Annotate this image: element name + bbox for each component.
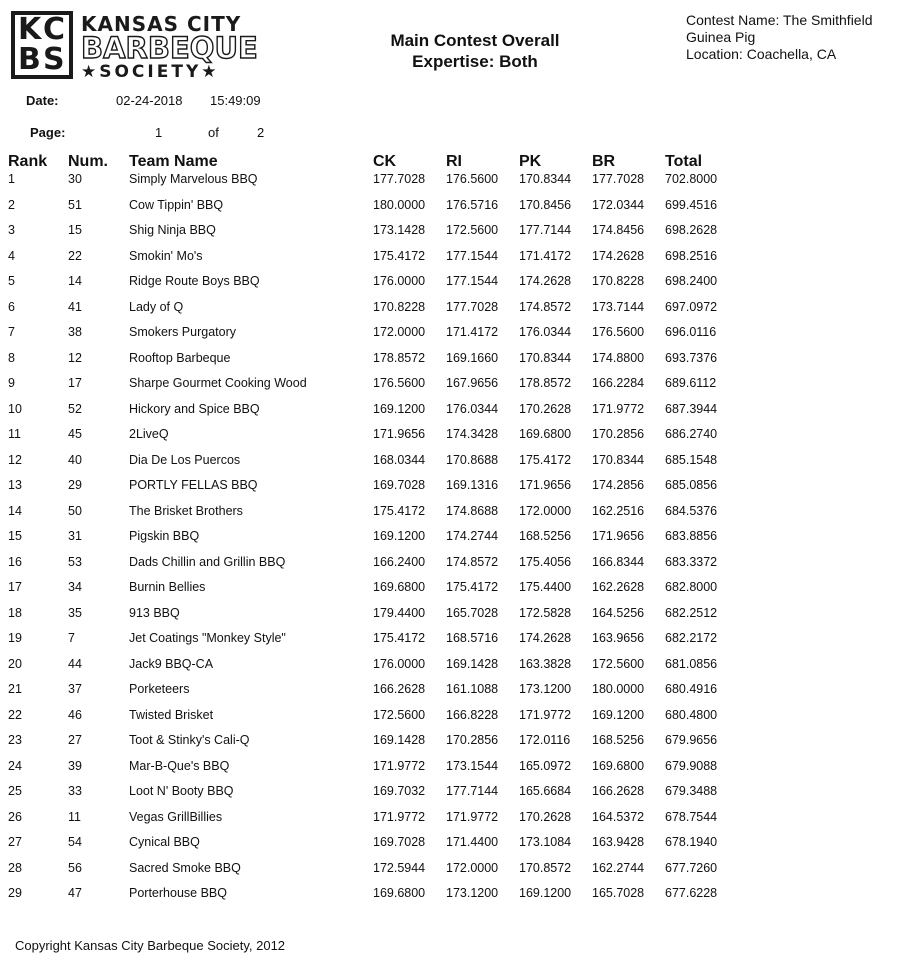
rank-cell: 24 xyxy=(8,758,22,773)
total-score-cell: 684.5376 xyxy=(665,503,718,518)
team-name-cell: PORTLY FELLAS BBQ xyxy=(129,478,258,492)
total-score-cell: 687.3944 xyxy=(665,401,718,416)
team-name-cell: Smokin' Mo's xyxy=(129,248,203,263)
ri-score-cell: 177.1544 xyxy=(446,248,499,263)
pk-score-cell: 169.1200 xyxy=(519,886,572,900)
team-name-cell: Lady of Q xyxy=(129,299,184,314)
team-name-cell: Pigskin BBQ xyxy=(129,529,200,543)
rank-cell: 13 xyxy=(8,478,22,492)
ck-score-cell: 175.4172 xyxy=(373,503,426,518)
br-score-cell: 164.5372 xyxy=(592,809,645,824)
total-score-cell: 679.3488 xyxy=(665,784,718,798)
contest-info xyxy=(686,12,873,63)
team-name-cell: The Brisket Brothers xyxy=(129,503,243,518)
pk-score-cell: 172.5828 xyxy=(519,605,572,620)
team-name-cell: Toot & Stinky's Cali-Q xyxy=(129,733,250,747)
ck-score-cell: 169.7028 xyxy=(373,478,426,492)
page-label: Page: xyxy=(30,125,66,140)
pk-score-cell: 175.4400 xyxy=(519,580,572,594)
table-row xyxy=(8,453,745,479)
rank-cell: 11 xyxy=(8,427,21,441)
pk-score-cell: 163.3828 xyxy=(519,656,572,671)
team-num-cell: 11 xyxy=(68,809,81,824)
table-row xyxy=(8,274,745,300)
rank-cell: 17 xyxy=(8,580,22,594)
total-score-cell: 693.7376 xyxy=(665,350,718,365)
ck-score-cell: 180.0000 xyxy=(373,197,426,212)
table-row xyxy=(8,402,745,428)
br-score-cell: 169.6800 xyxy=(592,758,645,773)
ri-score-cell: 174.2744 xyxy=(446,529,499,543)
ri-score-cell: 173.1544 xyxy=(446,758,499,773)
ck-score-cell: 170.8228 xyxy=(373,299,426,314)
kcbs-badge xyxy=(11,11,73,79)
ri-score-cell: 172.0000 xyxy=(446,860,499,875)
date-value: 02-24-2018 xyxy=(116,93,183,108)
total-score-cell: 679.9656 xyxy=(665,733,718,747)
br-score-cell: 168.5256 xyxy=(592,733,645,747)
team-num-cell: 40 xyxy=(68,452,82,467)
ri-score-cell: 171.4172 xyxy=(446,325,499,339)
ck-score-cell: 166.2400 xyxy=(373,554,426,569)
total-score-cell: 678.7544 xyxy=(665,809,718,824)
br-score-cell: 177.7028 xyxy=(592,172,645,186)
table-row xyxy=(8,478,745,504)
team-name-cell: Shig Ninja BBQ xyxy=(129,223,216,237)
team-num-cell: 37 xyxy=(68,682,82,696)
total-score-cell: 685.0856 xyxy=(665,478,718,492)
ck-score-cell: 179.4400 xyxy=(373,605,426,620)
ck-score-cell: 171.9656 xyxy=(373,427,426,441)
br-score-cell: 162.2516 xyxy=(592,503,645,518)
br-score-cell: 169.1200 xyxy=(592,707,645,722)
table-row xyxy=(8,682,745,708)
br-score-cell: 173.7144 xyxy=(592,299,645,314)
total-score-cell: 682.8000 xyxy=(665,580,718,594)
total-score-cell: 685.1548 xyxy=(665,452,718,467)
team-num-cell: 52 xyxy=(68,401,82,416)
total-score-cell: 678.1940 xyxy=(665,835,718,849)
pk-score-cell: 169.6800 xyxy=(519,427,572,441)
pk-score-cell: 170.8344 xyxy=(519,350,572,365)
br-score-cell: 165.7028 xyxy=(592,886,645,900)
team-num-cell: 17 xyxy=(68,376,82,390)
report-title xyxy=(360,30,590,72)
rank-cell: 2 xyxy=(8,197,15,212)
team-name-cell: Twisted Brisket xyxy=(129,707,214,722)
br-score-cell: 170.2856 xyxy=(592,427,645,441)
ck-score-cell: 173.1428 xyxy=(373,223,426,237)
team-num-cell: 7 xyxy=(68,631,75,645)
ri-score-cell: 170.8688 xyxy=(446,452,499,467)
table-row xyxy=(8,376,745,402)
rank-cell: 25 xyxy=(8,784,22,798)
team-num-cell: 54 xyxy=(68,835,82,849)
total-score-cell: 682.2172 xyxy=(665,631,718,645)
badge-letter-s: S xyxy=(43,42,65,77)
ri-score-cell: 171.4400 xyxy=(446,835,499,849)
team-name-cell: Burnin Bellies xyxy=(129,580,206,594)
table-row xyxy=(8,325,745,351)
rank-cell: 27 xyxy=(8,835,22,849)
br-score-cell: 176.5600 xyxy=(592,325,645,339)
team-name-cell: Porketeers xyxy=(129,682,190,696)
total-score-cell: 680.4800 xyxy=(665,707,718,722)
ck-score-cell: 176.0000 xyxy=(373,274,426,288)
ck-score-cell: 172.0000 xyxy=(373,325,426,339)
table-row xyxy=(8,886,745,912)
col-header-ck: CK xyxy=(373,153,397,170)
table-row xyxy=(8,198,745,224)
pk-score-cell: 175.4172 xyxy=(519,452,572,467)
ri-score-cell: 166.8228 xyxy=(446,707,499,722)
pk-score-cell: 175.4056 xyxy=(519,554,572,569)
table-row xyxy=(8,784,745,810)
ck-score-cell: 178.8572 xyxy=(373,350,426,365)
pk-score-cell: 165.0972 xyxy=(519,758,572,773)
team-num-cell: 39 xyxy=(68,758,82,773)
pk-score-cell: 173.1200 xyxy=(519,682,572,696)
pk-score-cell: 172.0000 xyxy=(519,503,572,518)
br-score-cell: 174.2856 xyxy=(592,478,645,492)
table-row xyxy=(8,810,745,836)
team-num-cell: 50 xyxy=(68,503,82,518)
rank-cell: 12 xyxy=(8,452,22,467)
team-name-cell: Ridge Route Boys BBQ xyxy=(129,274,260,288)
pk-score-cell: 171.9656 xyxy=(519,478,572,492)
total-score-cell: 677.7260 xyxy=(665,860,718,875)
ck-score-cell: 168.0344 xyxy=(373,452,426,467)
total-score-cell: 682.2512 xyxy=(665,605,718,620)
team-num-cell: 12 xyxy=(68,350,82,365)
team-name-cell: Jack9 BBQ-CA xyxy=(129,656,214,671)
ri-score-cell: 175.4172 xyxy=(446,580,499,594)
rank-cell: 3 xyxy=(8,223,15,237)
ri-score-cell: 174.8688 xyxy=(446,503,499,518)
contest-location: Location: Coachella, CA xyxy=(686,46,837,62)
table-row xyxy=(8,861,745,887)
ri-score-cell: 176.5716 xyxy=(446,197,499,212)
ri-score-cell: 173.1200 xyxy=(446,886,499,900)
rank-cell: 6 xyxy=(8,299,15,314)
team-name-cell: Vegas GrillBillies xyxy=(129,809,223,824)
team-num-cell: 38 xyxy=(68,325,82,339)
rank-cell: 16 xyxy=(8,554,22,569)
badge-letter-c: C xyxy=(43,12,66,47)
report-title-main: Main Contest Overall xyxy=(390,31,560,50)
rank-cell: 5 xyxy=(8,274,15,288)
team-name-cell: Rooftop Barbeque xyxy=(129,350,231,365)
team-num-cell: 47 xyxy=(68,886,82,900)
team-name-cell: Simply Marvelous BBQ xyxy=(129,172,258,186)
ri-score-cell: 174.8572 xyxy=(446,554,499,569)
contest-name: Contest Name: The Smithfield xyxy=(686,12,873,28)
pk-score-cell: 165.6684 xyxy=(519,784,572,798)
time-value: 15:49:09 xyxy=(210,93,261,108)
pk-score-cell: 170.8456 xyxy=(519,197,572,212)
table-row xyxy=(8,759,745,785)
team-name-cell: Hickory and Spice BBQ xyxy=(129,401,260,416)
ck-score-cell: 171.9772 xyxy=(373,758,426,773)
br-score-cell: 170.8228 xyxy=(592,274,645,288)
table-row xyxy=(8,249,745,275)
team-num-cell: 35 xyxy=(68,605,82,620)
ri-score-cell: 168.5716 xyxy=(446,631,499,645)
rank-cell: 29 xyxy=(8,886,22,900)
pk-score-cell: 170.8572 xyxy=(519,860,572,875)
rank-cell: 28 xyxy=(8,860,22,875)
page-total: 2 xyxy=(257,125,265,140)
team-name-cell: Porterhouse BBQ xyxy=(129,886,227,900)
ck-score-cell: 169.7028 xyxy=(373,835,426,849)
logo-line-barbeque: BARBEQUE xyxy=(81,31,258,65)
team-name-cell: Sharpe Gourmet Cooking Wood xyxy=(129,376,307,390)
table-row xyxy=(8,555,745,581)
pk-score-cell: 171.4172 xyxy=(519,248,572,263)
table-row xyxy=(8,427,745,453)
br-score-cell: 174.2628 xyxy=(592,248,645,263)
team-num-cell: 56 xyxy=(68,860,82,875)
table-row xyxy=(8,504,745,530)
team-num-cell: 34 xyxy=(68,580,82,594)
pk-score-cell: 172.0116 xyxy=(519,733,571,747)
team-num-cell: 41 xyxy=(68,299,82,314)
rank-cell: 8 xyxy=(8,350,15,365)
team-name-cell: Dads Chillin and Grillin BBQ xyxy=(129,554,286,569)
report-title-expertise: Expertise: Both xyxy=(412,52,538,71)
team-num-cell: 53 xyxy=(68,554,82,569)
total-score-cell: 683.3372 xyxy=(665,554,718,569)
ck-score-cell: 175.4172 xyxy=(373,631,426,645)
table-row xyxy=(8,300,745,326)
ri-score-cell: 177.7028 xyxy=(446,299,499,314)
ri-score-cell: 176.5600 xyxy=(446,172,499,186)
team-num-cell: 29 xyxy=(68,478,82,492)
rank-cell: 1 xyxy=(8,172,15,186)
table-row xyxy=(8,223,745,249)
table-row xyxy=(8,631,745,657)
table-row xyxy=(8,657,745,683)
team-num-cell: 45 xyxy=(68,427,82,441)
col-header-ri: RI xyxy=(446,153,462,170)
table-header-row xyxy=(8,151,745,172)
ri-score-cell: 174.3428 xyxy=(446,427,499,441)
br-score-cell: 163.9428 xyxy=(592,835,645,849)
ri-score-cell: 161.1088 xyxy=(446,682,499,696)
table-row xyxy=(8,529,745,555)
team-name-cell: Mar-B-Que's BBQ xyxy=(129,758,230,773)
rank-cell: 4 xyxy=(8,248,15,263)
total-score-cell: 679.9088 xyxy=(665,758,718,773)
ck-score-cell: 169.6800 xyxy=(373,886,426,900)
total-score-cell: 683.8856 xyxy=(665,529,718,543)
rank-cell: 26 xyxy=(8,809,22,824)
total-score-cell: 677.6228 xyxy=(665,886,718,900)
ck-score-cell: 175.4172 xyxy=(373,248,426,263)
pk-score-cell: 173.1084 xyxy=(519,835,572,849)
table-row xyxy=(8,580,745,606)
pk-score-cell: 170.8344 xyxy=(519,172,572,186)
br-score-cell: 170.8344 xyxy=(592,452,645,467)
ck-score-cell: 169.1200 xyxy=(373,529,426,543)
pk-score-cell: 178.8572 xyxy=(519,376,572,390)
ck-score-cell: 166.2628 xyxy=(373,682,426,696)
ri-score-cell: 169.1316 xyxy=(446,478,499,492)
pk-score-cell: 174.2628 xyxy=(519,631,572,645)
table-row xyxy=(8,708,745,734)
pk-score-cell: 177.7144 xyxy=(519,223,572,237)
pk-score-cell: 170.2628 xyxy=(519,401,572,416)
col-header-total: Total xyxy=(665,153,703,170)
br-score-cell: 174.8800 xyxy=(592,350,645,365)
br-score-cell: 172.5600 xyxy=(592,656,645,671)
total-score-cell: 698.2628 xyxy=(665,223,718,237)
team-num-cell: 22 xyxy=(68,248,82,263)
rank-cell: 23 xyxy=(8,733,22,747)
br-score-cell: 166.2284 xyxy=(592,376,645,390)
team-name-cell: Loot N' Booty BBQ xyxy=(129,784,234,798)
team-num-cell: 15 xyxy=(68,223,82,237)
table-row xyxy=(8,733,745,759)
ck-score-cell: 169.6800 xyxy=(373,580,426,594)
ck-score-cell: 171.9772 xyxy=(373,809,426,824)
team-name-cell: Sacred Smoke BBQ xyxy=(129,860,241,875)
total-score-cell: 681.0856 xyxy=(665,656,718,671)
br-score-cell: 171.9772 xyxy=(592,401,645,416)
rank-cell: 7 xyxy=(8,325,15,339)
ck-score-cell: 172.5944 xyxy=(373,860,426,875)
team-name-cell: Jet Coatings "Monkey Style" xyxy=(129,631,286,645)
logo-line-society: ★SOCIETY★ xyxy=(81,62,220,82)
total-score-cell: 699.4516 xyxy=(665,197,718,212)
badge-letter-b: B xyxy=(18,42,41,77)
page-of-label: of xyxy=(208,125,219,140)
br-score-cell: 163.9656 xyxy=(592,631,645,645)
team-name-cell: Cynical BBQ xyxy=(129,835,200,849)
total-score-cell: 696.0116 xyxy=(665,325,717,339)
badge-letter-k: K xyxy=(18,12,42,47)
team-name-cell: Smokers Purgatory xyxy=(129,325,236,339)
br-score-cell: 172.0344 xyxy=(592,197,645,212)
contest-name-continued: Guinea Pig xyxy=(686,29,756,45)
ck-score-cell: 177.7028 xyxy=(373,172,426,186)
page-number: 1 xyxy=(155,125,163,140)
ri-score-cell: 169.1660 xyxy=(446,350,499,365)
total-score-cell: 689.6112 xyxy=(665,376,717,390)
br-score-cell: 171.9656 xyxy=(592,529,645,543)
logo-line-kansas-city: KANSAS CITY xyxy=(81,12,242,36)
team-num-cell: 46 xyxy=(68,707,82,722)
copyright-notice: Copyright Kansas City Barbeque Society, 2012 xyxy=(15,938,286,953)
team-name-cell: Dia De Los Puercos xyxy=(129,452,241,467)
total-score-cell: 686.2740 xyxy=(665,427,718,441)
team-num-cell: 33 xyxy=(68,784,82,798)
team-num-cell: 14 xyxy=(68,274,82,288)
ri-score-cell: 171.9772 xyxy=(446,809,499,824)
ri-score-cell: 170.2856 xyxy=(446,733,499,747)
table-row xyxy=(8,351,745,377)
table-row xyxy=(8,835,745,861)
total-score-cell: 698.2516 xyxy=(665,248,718,263)
ri-score-cell: 176.0344 xyxy=(446,401,499,416)
results-body xyxy=(8,172,745,912)
rank-cell: 19 xyxy=(8,631,22,645)
ck-score-cell: 169.1200 xyxy=(373,401,426,416)
rank-cell: 22 xyxy=(8,707,22,722)
ck-score-cell: 176.0000 xyxy=(373,656,426,671)
date-label: Date: xyxy=(26,93,59,108)
team-num-cell: 31 xyxy=(68,529,82,543)
pk-score-cell: 170.2628 xyxy=(519,809,572,824)
rank-cell: 10 xyxy=(8,401,22,416)
ri-score-cell: 177.1544 xyxy=(446,274,499,288)
team-name-cell: 913 BBQ xyxy=(129,605,180,620)
pk-score-cell: 176.0344 xyxy=(519,325,572,339)
total-score-cell: 698.2400 xyxy=(665,274,718,288)
br-score-cell: 166.8344 xyxy=(592,554,645,569)
rank-cell: 15 xyxy=(8,529,22,543)
ri-score-cell: 165.7028 xyxy=(446,605,499,620)
ck-score-cell: 176.5600 xyxy=(373,376,426,390)
team-num-cell: 27 xyxy=(68,733,82,747)
col-header-num: Num. xyxy=(68,153,108,170)
ri-score-cell: 167.9656 xyxy=(446,376,499,390)
pk-score-cell: 174.8572 xyxy=(519,299,572,314)
rank-cell: 18 xyxy=(8,605,22,620)
total-score-cell: 702.8000 xyxy=(665,172,718,186)
team-num-cell: 44 xyxy=(68,656,82,671)
team-num-cell: 30 xyxy=(68,172,82,186)
br-score-cell: 174.8456 xyxy=(592,223,645,237)
pk-score-cell: 168.5256 xyxy=(519,529,572,543)
br-score-cell: 162.2744 xyxy=(592,860,645,875)
team-name-cell: Cow Tippin' BBQ xyxy=(129,197,224,212)
pk-score-cell: 171.9772 xyxy=(519,707,572,722)
table-row xyxy=(8,172,745,198)
ck-score-cell: 172.5600 xyxy=(373,707,426,722)
ri-score-cell: 169.1428 xyxy=(446,656,499,671)
br-score-cell: 166.2628 xyxy=(592,784,645,798)
br-score-cell: 180.0000 xyxy=(592,682,645,696)
total-score-cell: 680.4916 xyxy=(665,682,718,696)
br-score-cell: 164.5256 xyxy=(592,605,645,620)
kcbs-logo xyxy=(11,11,273,81)
team-num-cell: 51 xyxy=(68,197,82,212)
total-score-cell: 697.0972 xyxy=(665,299,718,314)
ck-score-cell: 169.7032 xyxy=(373,784,426,798)
rank-cell: 14 xyxy=(8,503,22,518)
br-score-cell: 162.2628 xyxy=(592,580,645,594)
ri-score-cell: 172.5600 xyxy=(446,223,499,237)
pk-score-cell: 174.2628 xyxy=(519,274,572,288)
team-name-cell: 2LiveQ xyxy=(129,427,169,441)
rank-cell: 21 xyxy=(8,682,22,696)
col-header-rank: Rank xyxy=(8,153,48,170)
results-table xyxy=(8,151,745,912)
rank-cell: 20 xyxy=(8,656,22,671)
table-row xyxy=(8,606,745,632)
ck-score-cell: 169.1428 xyxy=(373,733,426,747)
col-header-team-name: Team Name xyxy=(129,153,218,170)
col-header-pk: PK xyxy=(519,153,542,170)
col-header-br: BR xyxy=(592,153,616,170)
rank-cell: 9 xyxy=(8,376,15,390)
ri-score-cell: 177.7144 xyxy=(446,784,499,798)
